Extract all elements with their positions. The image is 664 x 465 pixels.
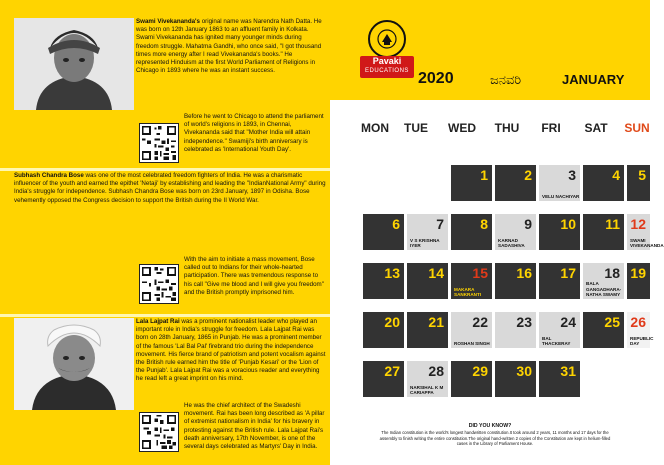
- lajpat-rai-extra: He was the chief architect of the Swadeshi movement. Rai has been long described as 'A pillar of extremist nationalism in India' for his bravery in protesting against the British rule. Lala Lajpat Rai's death anniversary, 17th November, is one of the several days celebrated as Martyrs' Day in India.: [184, 402, 325, 451]
- day-cell[interactable]: 25: [583, 312, 624, 348]
- seal-icon: [368, 20, 406, 58]
- day-cell[interactable]: 15 MAKARA SANKRANTI: [451, 263, 492, 299]
- day-cell[interactable]: 30: [495, 361, 536, 397]
- day-cell[interactable]: 10: [539, 214, 580, 250]
- weekday-sat: SAT: [584, 121, 608, 135]
- day-cell[interactable]: 7 V S KRISHNA IYER: [407, 214, 448, 250]
- day-cell[interactable]: 22 ROSHAN SINGH: [451, 312, 492, 348]
- biography-page: [0, 0, 330, 465]
- bose-bio: Subhash Chandra Bose was one of the most celebrated freedom fighters of India. He was a charismatic influencer of the youth and earned the epithet 'Netaji' by establishing and leading the "IndianNational Army" during India's struggle for independence. Subhash Chandra Bose was born on 23rd January, 1897 in Odisha. Bose vehemently opposed the Congress decision to support the British during the II World War.: [14, 172, 326, 204]
- day-cell[interactable]: 24 BAL THACKERAY: [539, 312, 580, 348]
- brand-badge: Pavaki EDUCATIONS: [360, 56, 414, 78]
- day-cell[interactable]: 28 NARSIHAL K M CARIAPPA: [407, 361, 448, 397]
- weekday-sun: SUN: [624, 121, 650, 135]
- weekday-fri: FRI: [541, 121, 561, 135]
- day-cell[interactable]: 26 REPUBLIC DAY: [627, 312, 650, 348]
- brand-logo: [360, 20, 414, 80]
- day-cell[interactable]: 16: [495, 263, 536, 299]
- day-cell[interactable]: 3 VELU NACHIYAR: [539, 165, 580, 201]
- day-cell[interactable]: 11: [583, 214, 624, 250]
- qr-code[interactable]: [139, 123, 179, 163]
- divider: [0, 314, 330, 317]
- day-cell[interactable]: 20: [363, 312, 404, 348]
- vivekananda-panel: [14, 18, 330, 166]
- bose-extra: With the aim to initiate a mass movement, Bose called out to Indians for their whole-hearted participation. There was tremendous response to his call "Give me blood and I will give you freedom" and the British promptly imprisoned him.: [184, 256, 324, 296]
- day-cell[interactable]: 18 BALA GANGADHARA-NATHA SWAMY: [583, 263, 624, 299]
- divider: [0, 168, 330, 171]
- day-cell[interactable]: 31: [539, 361, 580, 397]
- weekday-mon: MON: [361, 121, 389, 135]
- vivekananda-extra: Before he went to Chicago to attend the parliament of world's religions in 1893, in Chennai, Vivekananda said that "Mother India will attain independence." Swamiji's birth anniversary is celebrated as 'International Youth Day'.: [184, 113, 324, 153]
- day-cell[interactable]: 5: [627, 165, 650, 201]
- day-cell[interactable]: 21: [407, 312, 448, 348]
- weekday-thu: THU: [494, 121, 520, 135]
- lajpat-panel: [14, 318, 330, 458]
- day-cell[interactable]: 8: [451, 214, 492, 250]
- weekday-tue: TUE: [404, 121, 428, 135]
- day-cell[interactable]: 9 KARNAD SADASHIVA: [495, 214, 536, 250]
- vivekananda-bio: Swami Vivekananda's original name was Narendra Nath Datta. He was born on 12th January 1863 to an affluent family in Kolkata. Swami Vivekananda has ignited many younger minds during freedom struggle. Mahatma Gandhi, who once said, "I got thousand times more energy after I read Vivekananda's books." He represented Hinduism at the first World Parliament of Religions in Chicago in 1893 where he was an instant success.: [136, 18, 322, 75]
- day-cell[interactable]: 2: [495, 165, 536, 201]
- lajpat-rai-portrait: [14, 318, 134, 410]
- day-cell[interactable]: 13: [363, 263, 404, 299]
- did-you-know-title: DID YOU KNOW?: [468, 423, 512, 429]
- day-cell[interactable]: 23: [495, 312, 536, 348]
- day-cell[interactable]: 27: [363, 361, 404, 397]
- did-you-know-text: The Indian constitution is the world's longest handwritten constitution.It took around 2 years, 11 months and 17 days for the assembly to finish writing the entire constitution.The original hand-written 2 copies of the Constitution are kept in helium-filled cases in the Library of Parliament House.: [379, 430, 611, 447]
- day-cell[interactable]: 19: [627, 263, 650, 299]
- day-cell[interactable]: 14: [407, 263, 448, 299]
- calendar-year: 2020: [418, 70, 454, 87]
- qr-code[interactable]: [139, 412, 179, 452]
- month-title: JANUARY: [562, 72, 625, 87]
- day-cell[interactable]: 12 SWAMI VIVEKANANDA: [627, 214, 650, 250]
- vivekananda-portrait: [14, 18, 134, 110]
- month-kannada: ಜನವರಿ: [490, 72, 522, 87]
- day-cell[interactable]: 6: [363, 214, 404, 250]
- qr-code[interactable]: [139, 264, 179, 304]
- bose-panel: [14, 172, 330, 312]
- day-cell[interactable]: 17: [539, 263, 580, 299]
- day-cell[interactable]: 1: [451, 165, 492, 201]
- calendar-page: [330, 0, 664, 465]
- weekday-wed: WED: [448, 121, 476, 135]
- lajpat-rai-bio: Lala Lajpat Rai was a prominent nationalist leader who played an important role in India's struggle for freedom. Lala Lajpat Rai was born on 28th January, 1865 in Punjab. He was a prominent member of the famous 'Lal Bal Pal' firebrand trio during the independence movement. His fierce brand of patriotism and potent vocalism against the British rule earned him the title of 'Punjab Kesari' or the 'Lion of the Punjab'. Lala Lajpat Rai was a voracious reader and everything he read left a great imprint on his mind.: [136, 318, 326, 383]
- day-cell[interactable]: 4: [583, 165, 624, 201]
- day-cell[interactable]: 29: [451, 361, 492, 397]
